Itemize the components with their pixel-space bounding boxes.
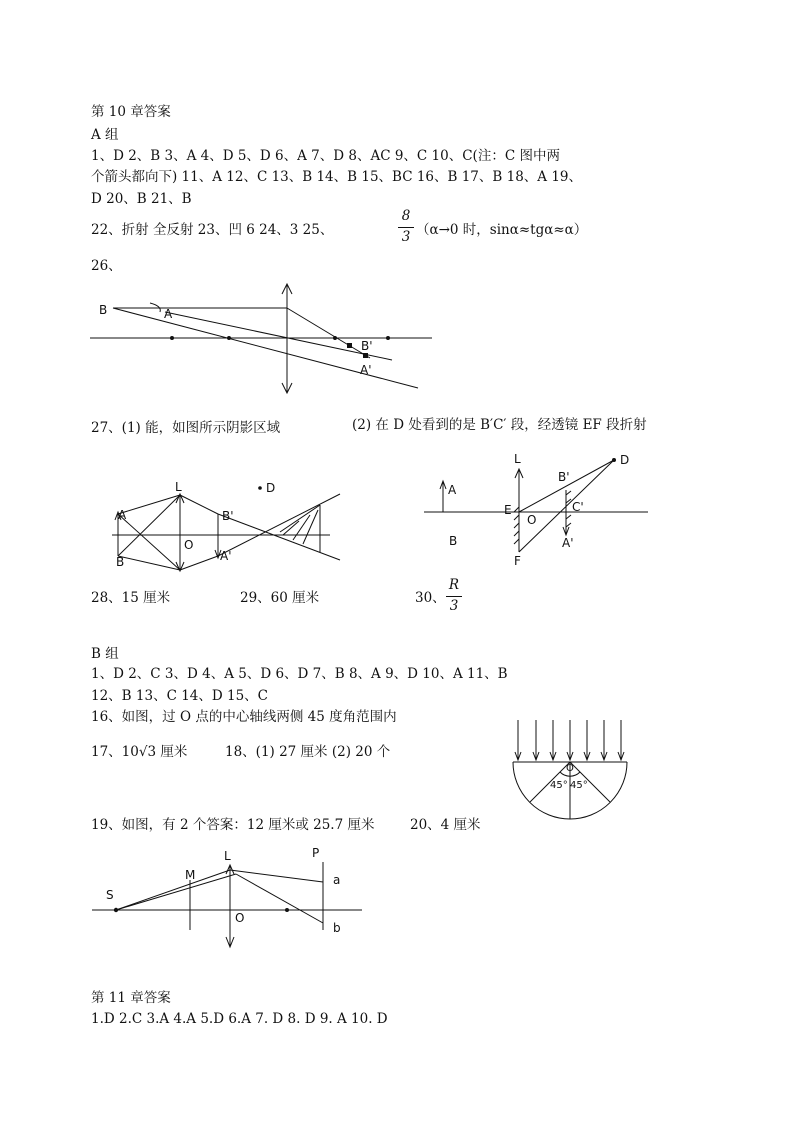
fig27b-label-b-prime: B' xyxy=(558,470,570,484)
fig27b-label-e: E xyxy=(504,503,512,517)
fig19-label-m: M xyxy=(185,868,196,882)
fig26-label-a: A xyxy=(164,307,173,321)
chapter-11-answers: 1.D 2.C 3.A 4.A 5.D 6.A 7. D 8. D 9. A 10. D xyxy=(91,1011,388,1027)
fig27b-label-b: B xyxy=(449,534,458,548)
fig27a-label-l: L xyxy=(175,480,182,494)
answer-18: 18、(1) 27 厘米 (2) 20 个 xyxy=(225,744,391,760)
fig19-label-b: b xyxy=(333,921,341,935)
group-b-heading: B 组 xyxy=(91,646,119,662)
answer-17: 17、10√3 厘米 xyxy=(91,744,188,760)
fig16-label-o: O xyxy=(566,763,574,774)
answer-25-note: （α→0 时，sinα≈tgα≈α） xyxy=(416,222,588,238)
fraction-numerator: 8 xyxy=(401,208,411,224)
fig27b-label-d: D xyxy=(620,453,630,467)
fig27a-label-d: D xyxy=(266,481,276,495)
fig26-label-b: B xyxy=(99,303,108,317)
fig27a-label-b-prime: B' xyxy=(222,509,234,523)
answers-a-line-3: D 20、B 21、B xyxy=(91,191,192,207)
fig27b-label-o: O xyxy=(527,513,537,527)
fig27b-label-a-prime: A' xyxy=(562,536,574,550)
fig27a-label-b: B xyxy=(116,555,125,569)
fig27a-label-o: O xyxy=(184,538,194,552)
fig27a-label-a: A xyxy=(118,508,127,522)
fig27b-label-a: A xyxy=(448,483,457,497)
chapter-10-title: 第 10 章答案 xyxy=(91,104,171,120)
answers-a-line-2: 个箭头都向下) 11、A 12、C 13、B 14、B 15、BC 16、B 17、B 18、A 19、 xyxy=(91,169,583,185)
fig27a-label-a-prime: A' xyxy=(220,549,232,563)
fig19-label-a: a xyxy=(333,873,341,887)
answer-19: 19、如图，有 2 个答案：12 厘米或 25.7 厘米 xyxy=(91,817,375,833)
fig19-label-p: P xyxy=(312,846,320,860)
answers-b-line-2: 12、B 13、C 14、D 15、C xyxy=(91,688,268,704)
fig26-label-a-prime: A' xyxy=(360,363,372,377)
group-a-heading: A 组 xyxy=(91,127,119,143)
answer-20: 20、4 厘米 xyxy=(410,817,481,833)
answers-a-line-1: 1、D 2、B 3、A 4、D 5、D 6、A 7、D 8、AC 9、C 10、C(注：C 图中两 xyxy=(91,148,560,164)
fraction-denominator: 3 xyxy=(401,228,411,245)
answer-16: 16、如图，过 O 点的中心轴线两侧 45 度角范围内 xyxy=(91,709,397,725)
fig16-label-45-right: 45° xyxy=(570,780,588,791)
fig27b-label-c-prime: C' xyxy=(572,500,584,514)
answer-29: 29、60 厘米 xyxy=(240,590,320,606)
answer-28: 28、15 厘米 xyxy=(91,590,171,606)
fig19-label-o: O xyxy=(235,911,245,925)
chapter-11-title: 第 11 章答案 xyxy=(91,990,171,1006)
answer-26-label: 26、 xyxy=(91,258,122,274)
fig27b-label-l: L xyxy=(514,452,521,466)
fig19-label-l: L xyxy=(224,849,231,863)
fig26-label-b-prime: B' xyxy=(361,339,373,353)
fig16-label-45-left: 45° xyxy=(550,780,568,791)
fraction-numerator: R xyxy=(448,577,460,593)
answer-27-part-2: (2) 在 D 处看到的是 B′C′ 段，经透镜 EF 段折射 xyxy=(352,417,647,433)
fraction-denominator: 3 xyxy=(449,597,459,614)
answers-b-line-1: 1、D 2、C 3、D 4、A 5、D 6、D 7、B 8、A 9、D 10、A 11、B xyxy=(91,666,508,682)
answer-22-25: 22、折射 全反射 23、凹 6 24、3 25、 xyxy=(91,222,334,238)
fig27b-label-f: F xyxy=(514,554,521,568)
answer-27-part-1: 27、(1) 能，如图所示阴影区域 xyxy=(91,420,281,436)
fig19-label-s: S xyxy=(106,888,114,902)
answer-30-label: 30、 xyxy=(415,590,446,606)
